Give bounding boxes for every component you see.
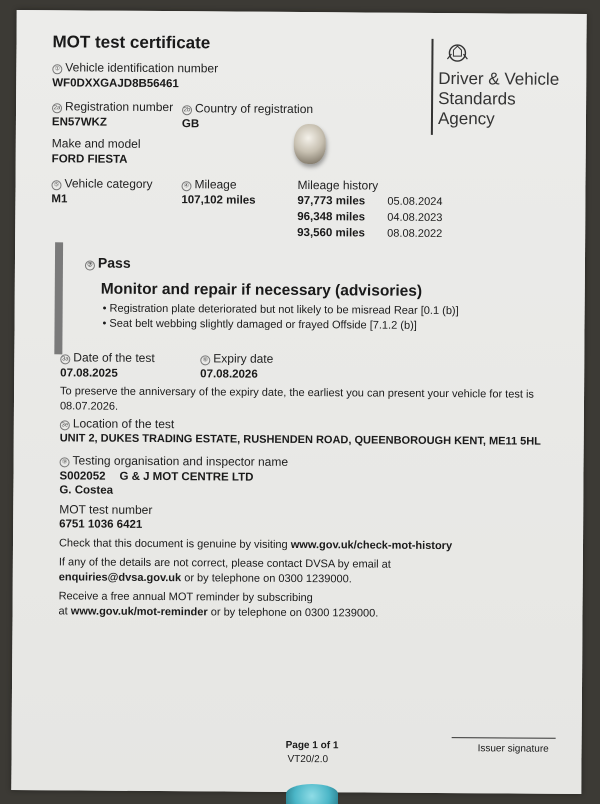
reminder-at: at: [58, 605, 68, 618]
location-value: UNIT 2, DUKES TRADING ESTATE, RUSHENDEN ROAD, QUEENBOROUGH KENT, ME11 5HL: [59, 432, 541, 448]
mot-certificate-page: [11, 10, 586, 794]
dvsa-email-link[interactable]: enquiries@dvsa.gov.uk: [58, 571, 182, 585]
organisation-code: S002052: [59, 470, 106, 483]
mot-test-number-value: 6751 1036 6421: [59, 518, 143, 531]
vin-value: WF0DXXGAJD8B56461: [52, 77, 179, 91]
issuer-signature-label: Issuer signature: [477, 743, 549, 755]
genuine-check-prefix: Check that this document is genuine by visiting: [58, 537, 288, 551]
location-number-marker: 3e: [60, 420, 70, 430]
make-model-value: FORD FIESTA: [51, 153, 128, 166]
organisation-label-text: Testing organisation and inspector name: [72, 453, 289, 469]
test-date-label-text: Date of the test: [73, 350, 155, 365]
advisory-item-2: • Seat belt webbing slightly damaged or frayed Offside [7.1.2 (b)]: [102, 317, 417, 332]
mileage-value: 107,102 miles: [181, 194, 256, 207]
genuine-check-text: [59, 537, 452, 552]
pass-status: [85, 255, 131, 271]
test-date-value: 07.08.2025: [60, 367, 118, 380]
blue-object: [286, 784, 338, 804]
country-label: [182, 101, 313, 116]
check-mot-history-link[interactable]: www.gov.uk/check-mot-history: [290, 538, 453, 553]
organisation-name: G & J MOT CENTRE LTD: [119, 470, 254, 484]
test-date-number-marker: 3a: [60, 354, 70, 364]
vin-label-text: Vehicle identification number: [65, 60, 219, 76]
mot-test-number-label: MOT test number: [59, 502, 153, 517]
agency-line-1: Driver & Vehicle: [438, 68, 560, 89]
agency-divider: [431, 39, 434, 135]
mileage-label-text: Mileage: [194, 177, 237, 192]
incorrect-details-line-1: If any of the details are not correct, please contact DVSA by email at: [58, 556, 391, 571]
certificate-title: MOT test certificate: [52, 32, 211, 53]
registration-label: [52, 99, 173, 114]
history-miles-3: 93,560 miles: [297, 226, 366, 240]
vin-number-marker: ①: [52, 64, 62, 74]
mileage-history-label: Mileage history: [297, 177, 379, 193]
expiry-date-value: 07.08.2026: [200, 368, 258, 381]
mileage-number-marker: ④: [181, 181, 191, 191]
royal-crest-icon: [444, 41, 470, 65]
signature-line: [452, 737, 556, 739]
registration-value: EN57WKZ: [51, 116, 107, 129]
vehicle-category-value: M1: [51, 193, 68, 206]
registration-label-text: Registration number: [65, 99, 174, 115]
vehicle-category-label: [51, 176, 152, 191]
category-number-marker: ⑤: [51, 180, 61, 190]
expiry-label-text: Expiry date: [213, 351, 274, 366]
result-bar: [54, 242, 63, 354]
registration-number-marker: 2a: [52, 103, 62, 113]
country-value: GB: [181, 118, 200, 131]
history-date-1: 05.08.2024: [387, 195, 443, 208]
country-label-text: Country of registration: [194, 101, 314, 117]
inspector-name: G. Costea: [59, 484, 114, 497]
page-indicator: Page 1 of 1: [285, 739, 339, 752]
history-miles-2: 96,348 miles: [297, 210, 366, 224]
agency-name: [438, 69, 559, 130]
reminder-suffix: or by telephone on 0300 1239000.: [210, 606, 379, 620]
incorrect-details-suffix: or by telephone on 0300 1239000.: [184, 572, 352, 586]
incorrect-details-line-2: [59, 571, 352, 585]
category-label-text: Vehicle category: [64, 176, 153, 191]
advisory-item-1: • Registration plate deteriorated but not likely to be misread Rear [0.1 (b)]: [102, 302, 459, 318]
mot-reminder-link[interactable]: www.gov.uk/mot-reminder: [70, 605, 208, 619]
testing-organisation-label: [60, 453, 289, 469]
history-miles-1: 97,773 miles: [297, 194, 366, 208]
advisories-title: Monitor and repair if necessary (advisories): [100, 280, 423, 300]
agency-line-2: Standards: [438, 88, 516, 109]
expiry-date-label: [200, 351, 273, 366]
country-number-marker: 2b: [182, 105, 192, 115]
reminder-line-1: Receive a free annual MOT reminder by subscribing: [58, 590, 313, 605]
location-label-text: Location of the test: [72, 416, 175, 432]
location-label: [60, 416, 175, 431]
test-date-label: [60, 350, 154, 365]
history-date-3: 08.08.2022: [387, 227, 443, 240]
expiry-number-marker: ⑧: [200, 355, 210, 365]
anniversary-note-line-2: 08.07.2026.: [59, 400, 119, 413]
organisation-number-marker: ⑨: [60, 457, 70, 467]
history-date-2: 04.08.2023: [387, 211, 443, 224]
vin-label: [52, 60, 218, 75]
form-code: VT20/2.0: [287, 753, 329, 766]
agency-line-3: Agency: [437, 108, 495, 129]
make-model-label: Make and model: [51, 136, 141, 151]
reminder-line-2: [58, 605, 378, 619]
mileage-label: [181, 177, 236, 191]
pushpin: [294, 124, 326, 164]
result-number-marker: ⑦: [85, 261, 95, 271]
anniversary-note-line-1: To preserve the anniversary of the expiry date, the earliest you can present your vehicle for test is: [60, 385, 534, 401]
pass-status-text: Pass: [97, 254, 131, 271]
